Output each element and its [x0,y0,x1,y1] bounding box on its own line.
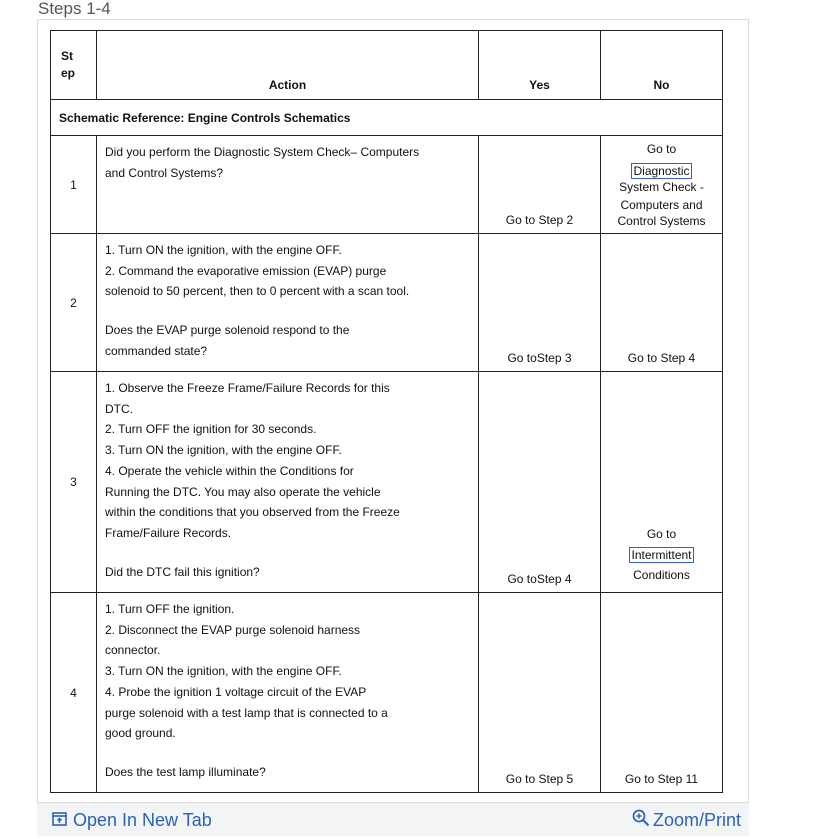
action-line: purge solenoid with a test lamp that is connected to a [105,705,388,720]
diagnostic-link[interactable]: Diagnostic [633,164,690,178]
step-yes: Go to Step 5 [479,593,601,793]
schematic-reference-row [51,100,723,136]
step-number: 4 [51,593,97,793]
spacer [105,744,470,762]
header-action: Action [97,31,479,100]
no-suffix-line: Computers and [620,198,703,212]
zoom-print-label: Zoom/Print [652,810,741,830]
action-line: 2. Command the evaporative emission (EVAP) purge [105,263,387,278]
action-line: solenoid to 50 percent, then to 0 percent with a scan tool. [105,284,410,299]
no-suffix-line: Conditions [633,568,690,583]
action-line: 1. Turn ON the ignition, with the engine OFF. [105,243,342,257]
header-step [51,31,97,100]
question-line: commanded state? [105,343,208,358]
action-line: and Control Systems? [105,165,224,180]
question-line: Did the DTC fail this ignition? [105,564,260,579]
action-line: 3. Turn ON the ignition, with the engine OFF. [105,664,342,679]
schematic-reference: Schematic Reference: Engine Controls Schematics [51,100,723,136]
table-row [51,593,723,793]
action-line: DTC. [105,401,133,416]
step-action [97,234,479,372]
action-line: Frame/Failure Records. [105,525,232,540]
step-yes: Go toStep 4 [479,372,601,593]
action-line: within the conditions that you observed from the Freeze [105,505,400,520]
no-suffix-line: Control Systems [617,214,706,228]
spacer [105,544,470,562]
no-suffix-line: System Check - [619,180,704,194]
action-line: Running the DTC. You may also operate the vehicle [105,484,381,499]
table-row [51,136,723,234]
step-yes: Go toStep 3 [479,234,601,372]
no-prefix: Go to [646,526,677,541]
header-step-label: St ep [61,49,76,80]
step-no [601,136,723,234]
document-footer [37,803,749,836]
action-line: 3. Turn ON the ignition, with the engine OFF. [105,443,342,458]
step-action [97,593,479,793]
action-line: 1. Turn OFF the ignition. [105,602,235,616]
action-line: 2. Turn OFF the ignition for 30 seconds. [105,422,317,437]
action-line: Did you perform the Diagnostic System Check– Computers [105,145,420,159]
action-line: connector. [105,643,161,658]
spacer [105,302,470,320]
table-row [51,234,723,372]
step-number: 2 [51,234,97,372]
diagnostic-steps-table [50,30,723,793]
step-no: Go to Step 4 [601,234,723,372]
open-in-new-tab-link[interactable] [52,810,212,830]
step-number: 3 [51,372,97,593]
action-line: 4. Probe the ignition 1 voltage circuit of the EVAP [105,684,367,699]
step-yes: Go to Step 2 [479,136,601,234]
action-line: 1. Observe the Freeze Frame/Failure Records for this [105,381,390,395]
open-in-new-tab-label: Open In New Tab [73,810,212,830]
no-prefix: Go to [646,142,677,156]
zoom-print-link[interactable] [632,809,741,831]
step-no [601,372,723,593]
action-line: good ground. [105,726,176,741]
intermittent-link[interactable]: Intermittent [631,547,692,562]
open-new-tab-icon [52,810,67,830]
table-row [51,372,723,593]
step-action [97,372,479,593]
page-title: Steps 1-4 [38,0,111,18]
header-row [51,31,723,100]
action-line: 2. Disconnect the EVAP purge solenoid harness [105,622,361,637]
question-line: Does the test lamp illuminate? [105,764,266,779]
step-action [97,136,479,234]
header-no: No [601,31,723,100]
step-number: 1 [51,136,97,234]
question-line: Does the EVAP purge solenoid respond to the [105,323,350,338]
action-line: 4. Operate the vehicle within the Conditions for [105,463,354,478]
step-no: Go to Step 11 [601,593,723,793]
zoom-in-icon [632,809,650,831]
header-yes: Yes [479,31,601,100]
